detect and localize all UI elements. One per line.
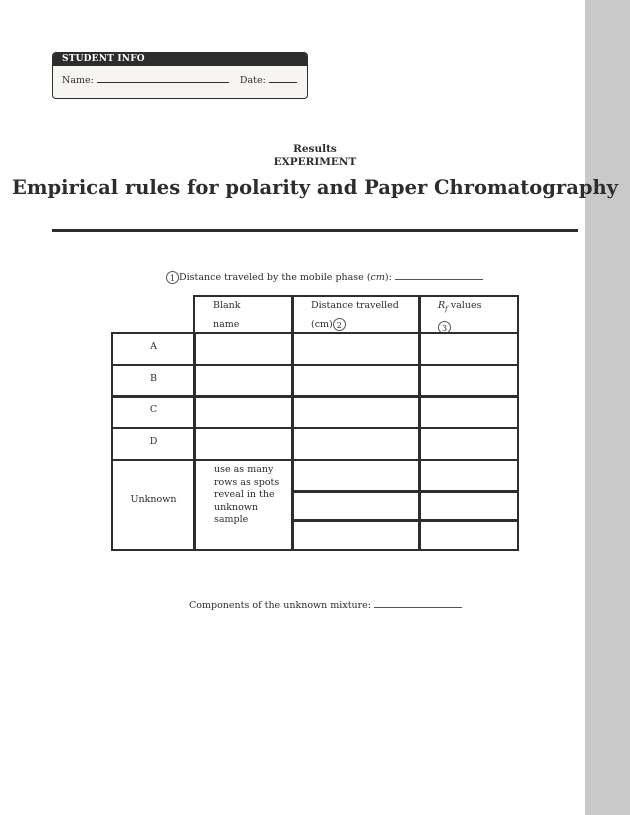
- cell-d-rf[interactable]: [418, 427, 519, 461]
- cell-unknown-2-distance[interactable]: [291, 490, 421, 522]
- mobile-phase-distance-field[interactable]: [395, 271, 483, 280]
- rf-symbol: R: [438, 300, 446, 311]
- date-field[interactable]: [269, 74, 297, 83]
- header-distance-line1: Distance travelled: [311, 300, 399, 311]
- header-distance-unit: (cm): [311, 319, 333, 330]
- cell-unknown-1-distance[interactable]: [291, 459, 421, 493]
- student-info-fields: [62, 74, 297, 86]
- row-label-d: D: [111, 427, 196, 461]
- page-title: Empirical rules for polarity and Paper Chromatography: [12, 176, 618, 199]
- student-info-header: STUDENT INFO: [53, 53, 307, 66]
- cell-unknown-1-rf[interactable]: [418, 459, 519, 493]
- row-label-c: C: [111, 395, 196, 429]
- row-label-b: B: [111, 364, 196, 398]
- page-margin-bar: [585, 0, 630, 815]
- step-number-1: 1: [166, 271, 179, 284]
- unknown-components-prompt: [189, 599, 462, 611]
- cell-b-distance[interactable]: [291, 364, 421, 398]
- cell-b-rf[interactable]: [418, 364, 519, 398]
- header-blank-name: [193, 295, 294, 334]
- name-field[interactable]: [97, 74, 229, 83]
- cell-b-name[interactable]: [193, 364, 294, 398]
- header-blank-line2: name: [213, 319, 240, 330]
- cell-c-distance[interactable]: [291, 395, 421, 429]
- components-field[interactable]: [374, 599, 462, 608]
- cell-a-name[interactable]: [193, 332, 294, 366]
- name-label: Name:: [62, 75, 94, 86]
- cell-a-rf[interactable]: [418, 332, 519, 366]
- cell-a-distance[interactable]: [291, 332, 421, 366]
- rf-subscript: f: [445, 304, 448, 313]
- header-rf-line1: [420, 297, 517, 318]
- date-label: Date:: [239, 75, 266, 86]
- step-number-2: 2: [333, 318, 346, 331]
- row-label-unknown: Unknown: [111, 459, 196, 551]
- cell-unknown-name[interactable]: [193, 459, 294, 551]
- row-label-a: A: [111, 332, 196, 366]
- step-number-3: 3: [438, 321, 451, 334]
- header-rf-values: [418, 295, 519, 334]
- title-divider: [52, 229, 578, 232]
- components-label: Components of the unknown mixture:: [189, 600, 372, 611]
- mobile-phase-distance-prompt: [166, 271, 483, 284]
- cell-d-distance[interactable]: [291, 427, 421, 461]
- cell-unknown-3-rf[interactable]: [418, 519, 519, 551]
- distance-suffix: ):: [384, 272, 392, 283]
- cell-c-rf[interactable]: [418, 395, 519, 429]
- distance-label: Distance traveled by the mobile phase (: [179, 272, 371, 283]
- cell-unknown-3-distance[interactable]: [291, 519, 421, 551]
- unknown-rows-note: use as many rows as spots reveal in the unknown sample: [214, 464, 280, 525]
- experiment-label: EXPERIMENT: [273, 156, 357, 168]
- header-blank-line1: Blank: [213, 300, 241, 311]
- header-distance-travelled: [291, 295, 421, 334]
- student-info-box: [52, 52, 308, 99]
- cell-c-name[interactable]: [193, 395, 294, 429]
- cell-d-name[interactable]: [193, 427, 294, 461]
- cell-unknown-2-rf[interactable]: [418, 490, 519, 522]
- rf-label: values: [447, 300, 482, 311]
- results-label: Results: [293, 143, 337, 155]
- distance-unit: cm: [370, 272, 385, 283]
